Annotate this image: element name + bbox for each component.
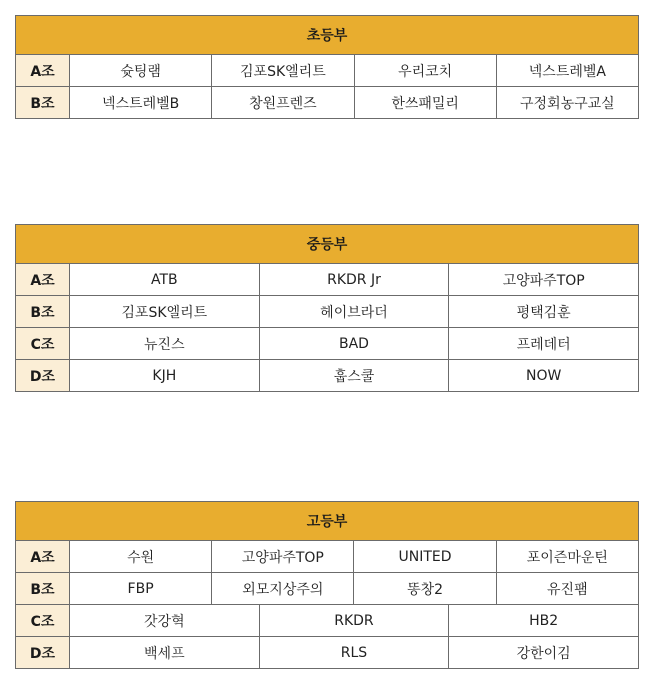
team-cell: NOW (449, 360, 639, 392)
group-label: B조 (16, 296, 70, 328)
team-cell: 한쓰패밀리 (354, 87, 496, 119)
team-cell: 창원프렌즈 (212, 87, 354, 119)
division-title: 초등부 (16, 16, 639, 55)
group-label: A조 (16, 264, 70, 296)
team-cell: 고양파주TOP (212, 541, 354, 573)
group-label: C조 (16, 605, 70, 637)
team-cell: 포이즌마운틴 (496, 541, 638, 573)
table-row (16, 605, 639, 637)
group-label: D조 (16, 360, 70, 392)
team-cell: UNITED (354, 541, 496, 573)
team-cell: 강한이김 (449, 637, 639, 669)
team-cell: RKDR (259, 605, 449, 637)
team-cell: 김포SK엘리트 (70, 296, 260, 328)
team-cell: 넥스트레벨B (70, 87, 212, 119)
team-cell: 헤이브라더 (259, 296, 449, 328)
team-cell: 갓강혁 (70, 605, 260, 637)
team-cell: 똥창2 (354, 573, 496, 605)
team-cell: 외모지상주의 (212, 573, 354, 605)
middle-division-table (15, 224, 639, 392)
team-cell: 우리코치 (354, 55, 496, 87)
table-row (16, 541, 639, 573)
table-row (16, 637, 639, 669)
group-label: B조 (16, 87, 70, 119)
team-cell: RKDR Jr (259, 264, 449, 296)
team-cell: BAD (259, 328, 449, 360)
division-title: 고등부 (16, 502, 639, 541)
table-row (16, 328, 639, 360)
group-label: B조 (16, 573, 70, 605)
group-label: C조 (16, 328, 70, 360)
team-cell: 넥스트레벨A (496, 55, 638, 87)
group-label: A조 (16, 541, 70, 573)
table-row (16, 264, 639, 296)
division-title: 중등부 (16, 225, 639, 264)
team-cell: 평택김훈 (449, 296, 639, 328)
team-cell: 구정회농구교실 (496, 87, 638, 119)
table-row (16, 573, 639, 605)
team-cell: ATB (70, 264, 260, 296)
elementary-division-table (15, 15, 639, 119)
team-cell: HB2 (449, 605, 639, 637)
team-cell: FBP (70, 573, 212, 605)
table-row (16, 296, 639, 328)
table-row (16, 87, 639, 119)
group-label: D조 (16, 637, 70, 669)
team-cell: 김포SK엘리트 (212, 55, 354, 87)
table-row (16, 55, 639, 87)
team-cell: 훕스쿨 (259, 360, 449, 392)
team-cell: KJH (70, 360, 260, 392)
group-label: A조 (16, 55, 70, 87)
team-cell: 뉴진스 (70, 328, 260, 360)
team-cell: 고양파주TOP (449, 264, 639, 296)
team-cell: RLS (259, 637, 449, 669)
team-cell: 수원 (70, 541, 212, 573)
table-row (16, 360, 639, 392)
team-cell: 슛팅램 (70, 55, 212, 87)
team-cell: 유진팸 (496, 573, 638, 605)
team-cell: 백세프 (70, 637, 260, 669)
team-cell: 프레데터 (449, 328, 639, 360)
high-division-table (15, 501, 639, 669)
